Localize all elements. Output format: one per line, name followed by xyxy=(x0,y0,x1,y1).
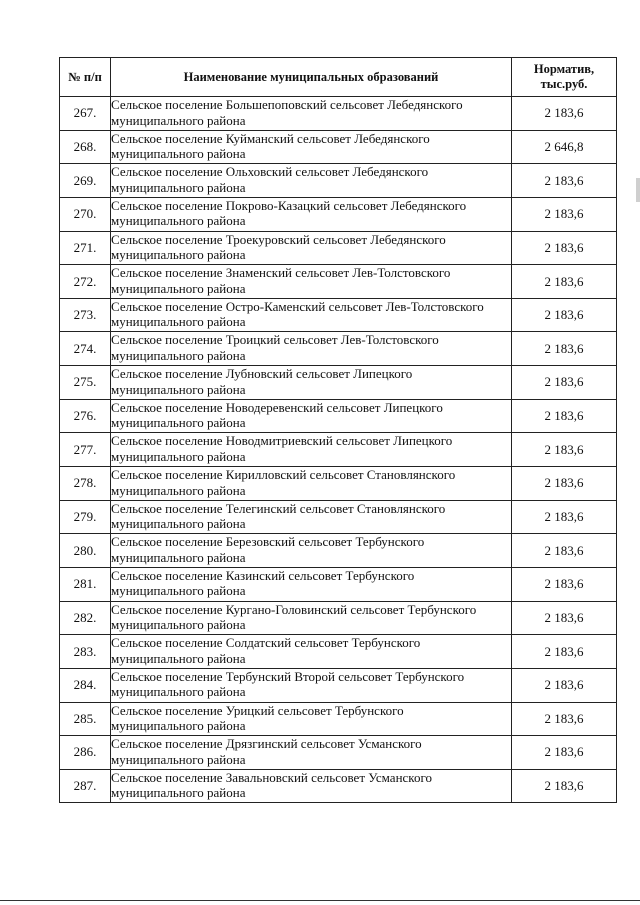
column-header-number: № п/п xyxy=(60,58,111,97)
row-normative-value: 2 183,6 xyxy=(512,298,617,332)
bottom-rule xyxy=(0,900,640,901)
scan-edge-mark xyxy=(636,178,640,202)
row-name-line2: муниципального района xyxy=(111,785,246,801)
row-number: 272. xyxy=(60,265,111,299)
row-normative-value: 2 183,6 xyxy=(512,467,617,501)
table-row xyxy=(60,265,617,299)
row-number: 274. xyxy=(60,332,111,366)
row-number: 280. xyxy=(60,534,111,568)
row-name-line1: Сельское поселение Телегинский сельсовет Становлянского xyxy=(111,500,446,516)
row-name-line2: муниципального района xyxy=(111,718,246,734)
table-row xyxy=(60,298,617,332)
table-row xyxy=(60,97,617,131)
row-normative-value: 2 183,6 xyxy=(512,97,617,131)
row-name-line1: Сельское поселение Лубновский сельсовет Липецкого xyxy=(111,366,413,382)
row-name-line1: Сельское поселение Кургано-Головинский сельсовет Тербунского xyxy=(111,601,477,617)
row-name-line1: Сельское поселение Дрязгинский сельсовет Усманского xyxy=(111,736,422,752)
row-number: 281. xyxy=(60,567,111,601)
row-name-line1: Сельское поселение Ольховский сельсовет Лебедянского xyxy=(111,164,429,180)
table-row xyxy=(60,769,617,803)
row-number: 287. xyxy=(60,769,111,803)
row-name-line1: Сельское поселение Новодмитриевский сельсовет Липецкого xyxy=(111,433,453,449)
row-normative-value: 2 183,6 xyxy=(512,534,617,568)
row-municipality-name xyxy=(111,668,512,702)
row-name-line2: муниципального района xyxy=(111,247,246,263)
row-municipality-name xyxy=(111,197,512,231)
row-name-line2: муниципального района xyxy=(111,684,246,700)
row-name-line1: Сельское поселение Троекуровский сельсовет Лебедянского xyxy=(111,231,446,247)
row-name-line1: Сельское поселение Остро-Каменский сельсовет Лев-Толстовского xyxy=(111,298,484,314)
table-row xyxy=(60,635,617,669)
table-row xyxy=(60,668,617,702)
row-municipality-name xyxy=(111,399,512,433)
row-municipality-name xyxy=(111,736,512,770)
row-name-line1: Сельское поселение Троицкий сельсовет Лев-Толстовского xyxy=(111,332,439,348)
row-number: 286. xyxy=(60,736,111,770)
row-number: 279. xyxy=(60,500,111,534)
table-row xyxy=(60,332,617,366)
row-normative-value: 2 183,6 xyxy=(512,702,617,736)
row-number: 270. xyxy=(60,197,111,231)
row-number: 277. xyxy=(60,433,111,467)
row-municipality-name xyxy=(111,332,512,366)
row-number: 276. xyxy=(60,399,111,433)
row-name-line2: муниципального района xyxy=(111,516,246,532)
row-normative-value: 2 183,6 xyxy=(512,500,617,534)
row-name-line1: Сельское поселение Большепоповский сельсовет Лебедянского xyxy=(111,97,463,112)
row-number: 267. xyxy=(60,97,111,131)
table-row xyxy=(60,366,617,400)
row-number: 278. xyxy=(60,467,111,501)
row-number: 271. xyxy=(60,231,111,265)
table-header-row xyxy=(60,58,617,97)
row-municipality-name xyxy=(111,265,512,299)
row-name-line2: муниципального района xyxy=(111,179,246,195)
row-municipality-name xyxy=(111,635,512,669)
row-number: 268. xyxy=(60,130,111,164)
row-municipality-name xyxy=(111,500,512,534)
table-row xyxy=(60,736,617,770)
row-normative-value: 2 183,6 xyxy=(512,567,617,601)
row-name-line2: муниципального района xyxy=(111,583,246,599)
table-row xyxy=(60,231,617,265)
table-row xyxy=(60,534,617,568)
row-name-line1: Сельское поселение Знаменский сельсовет Лев-Толстовского xyxy=(111,265,451,281)
row-municipality-name xyxy=(111,467,512,501)
row-normative-value: 2 183,6 xyxy=(512,736,617,770)
row-number: 275. xyxy=(60,366,111,400)
row-municipality-name xyxy=(111,601,512,635)
table-row xyxy=(60,702,617,736)
row-normative-value: 2 183,6 xyxy=(512,668,617,702)
row-name-line2: муниципального района xyxy=(111,112,246,128)
row-normative-value: 2 183,6 xyxy=(512,265,617,299)
row-name-line2: муниципального района xyxy=(111,549,246,565)
row-name-line1: Сельское поселение Солдатский сельсовет Тербунского xyxy=(111,635,421,651)
row-normative-value: 2 183,6 xyxy=(512,366,617,400)
row-municipality-name xyxy=(111,231,512,265)
row-name-line1: Сельское поселение Березовский сельсовет Тербунского xyxy=(111,534,425,550)
row-normative-value: 2 183,6 xyxy=(512,164,617,198)
row-name-line1: Сельское поселение Новодеревенский сельсовет Липецкого xyxy=(111,399,443,415)
row-name-line2: муниципального района xyxy=(111,751,246,767)
row-name-line2: муниципального района xyxy=(111,280,246,296)
row-municipality-name xyxy=(111,769,512,803)
row-normative-value: 2 183,6 xyxy=(512,433,617,467)
table-row xyxy=(60,467,617,501)
row-name-line2: муниципального района xyxy=(111,415,246,431)
row-municipality-name xyxy=(111,164,512,198)
table-body xyxy=(60,97,617,803)
row-normative-value: 2 183,6 xyxy=(512,635,617,669)
row-name-line1: Сельское поселение Тербунский Второй сельсовет Тербунского xyxy=(111,668,465,684)
table-row xyxy=(60,399,617,433)
row-name-line2: муниципального района xyxy=(111,213,246,229)
row-name-line2: муниципального района xyxy=(111,650,246,666)
table-row xyxy=(60,433,617,467)
row-normative-value: 2 646,8 xyxy=(512,130,617,164)
row-municipality-name xyxy=(111,702,512,736)
normative-table xyxy=(59,57,617,803)
row-name-line1: Сельское поселение Покрово-Казацкий сельсовет Лебедянского xyxy=(111,197,467,213)
row-name-line2: муниципального района xyxy=(111,314,246,330)
table-row xyxy=(60,130,617,164)
table-row xyxy=(60,500,617,534)
table-row xyxy=(60,197,617,231)
row-normative-value: 2 183,6 xyxy=(512,399,617,433)
row-municipality-name xyxy=(111,567,512,601)
table-row xyxy=(60,164,617,198)
row-normative-value: 2 183,6 xyxy=(512,601,617,635)
row-name-line2: муниципального района xyxy=(111,381,246,397)
row-number: 283. xyxy=(60,635,111,669)
row-name-line2: муниципального района xyxy=(111,146,246,162)
table-row xyxy=(60,567,617,601)
row-name-line1: Сельское поселение Казинский сельсовет Тербунского xyxy=(111,567,415,583)
row-number: 285. xyxy=(60,702,111,736)
row-municipality-name xyxy=(111,534,512,568)
column-header-name: Наименование муниципальных образований xyxy=(111,58,512,97)
row-name-line1: Сельское поселение Куйманский сельсовет Лебедянского xyxy=(111,130,430,146)
row-name-line2: муниципального района xyxy=(111,347,246,363)
column-header-normative-line1: Норматив, xyxy=(533,62,595,76)
row-municipality-name xyxy=(111,130,512,164)
row-number: 273. xyxy=(60,298,111,332)
row-name-line1: Сельское поселение Завальновский сельсовет Усманского xyxy=(111,769,432,785)
row-municipality-name xyxy=(111,97,512,131)
row-municipality-name xyxy=(111,433,512,467)
row-normative-value: 2 183,6 xyxy=(512,769,617,803)
row-municipality-name xyxy=(111,366,512,400)
row-name-line1: Сельское поселение Урицкий сельсовет Тербунского xyxy=(111,702,404,718)
row-number: 269. xyxy=(60,164,111,198)
row-number: 282. xyxy=(60,601,111,635)
row-number: 284. xyxy=(60,668,111,702)
table-row xyxy=(60,601,617,635)
row-normative-value: 2 183,6 xyxy=(512,231,617,265)
row-normative-value: 2 183,6 xyxy=(512,332,617,366)
row-municipality-name xyxy=(111,298,512,332)
row-name-line2: муниципального района xyxy=(111,482,246,498)
row-name-line2: муниципального района xyxy=(111,448,246,464)
row-name-line2: муниципального района xyxy=(111,617,246,633)
column-header-normative-line2: тыс.руб. xyxy=(540,77,588,91)
row-normative-value: 2 183,6 xyxy=(512,197,617,231)
row-name-line1: Сельское поселение Кирилловский сельсовет Становлянского xyxy=(111,467,456,483)
column-header-normative xyxy=(512,58,617,97)
